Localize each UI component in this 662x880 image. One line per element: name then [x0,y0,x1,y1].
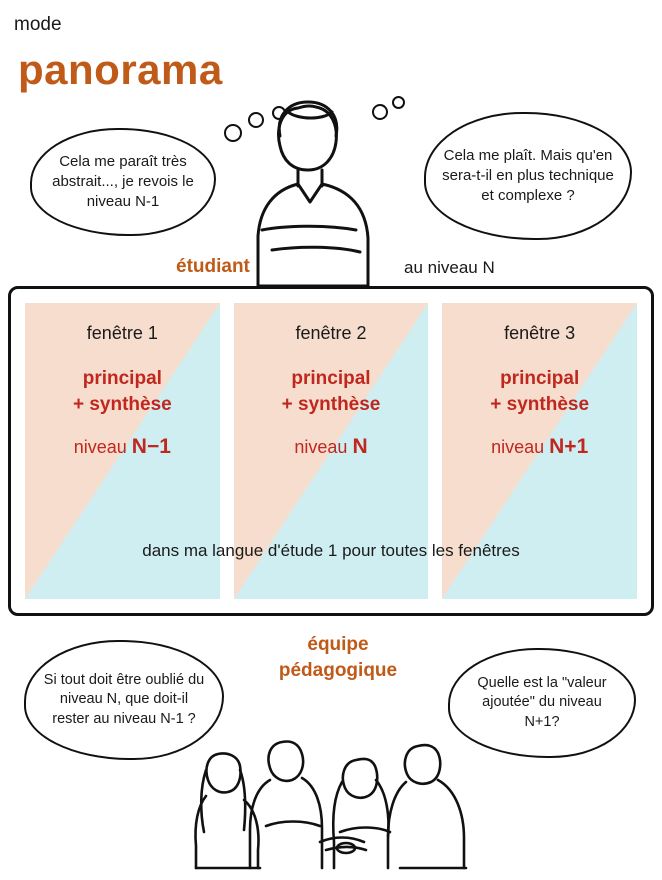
window-1-level-value: N−1 [131,435,171,459]
windows-panel [8,286,654,616]
window-3-level-prefix: niveau [491,437,550,458]
page-title: panorama [18,46,223,93]
window-3-content [490,366,589,417]
student-illustration [228,90,408,300]
window-1-content [73,366,172,417]
thought-bubble-team-right-text: Quelle est la "valeur ajoutée" du niveau N+1? [477,674,607,730]
window-1-content-line2: + synthèse [72,393,172,415]
window-1-title: fenêtre 1 [86,323,158,343]
language-note: dans ma langue d'étude 1 pour toutes les fenêtres [142,541,520,560]
team-illustration [170,726,480,876]
thought-bubble-student-left-text: Cela me paraît très abstrait..., je revois le niveau N-1 [52,152,194,211]
window-2-content [282,366,381,417]
thought-bubble-student-right-text: Cela me plaît. Mais qu'en sera-t-il en plus technique et complexe ? [442,146,614,205]
window-2-title: fenêtre 2 [295,323,367,343]
role-label-student: étudiant [176,256,250,277]
window-3-content-line1: principal [500,368,580,389]
window-1-level-prefix: niveau [73,437,132,458]
thought-bubble-student-right [424,112,632,240]
window-1-content-line1: principal [82,368,162,389]
windows-row [25,303,637,599]
window-2-level-value: N [352,435,368,459]
window-1-level [74,435,171,459]
role-label-team [258,632,418,683]
window-2-content-line2: + synthèse [281,393,381,415]
window-3-level [491,435,588,459]
window-2-level [294,435,367,459]
window-3-level-value: N+1 [549,435,589,459]
window-3-content-line2: + synthèse [490,393,590,415]
mode-label: mode [14,14,62,35]
thought-bubble-team-left-text: Si tout doit être oublié du niveau N, que doit-il rester au niveau N-1 ? [43,671,205,727]
window-2-content-line1: principal [291,368,371,389]
window-3-title: fenêtre 3 [504,323,576,343]
window-2-level-prefix: niveau [294,437,353,458]
student-level-label: au niveau N [404,258,495,277]
thought-bubble-student-left [30,128,216,236]
role-label-team-text: équipe pédagogique [278,634,398,681]
